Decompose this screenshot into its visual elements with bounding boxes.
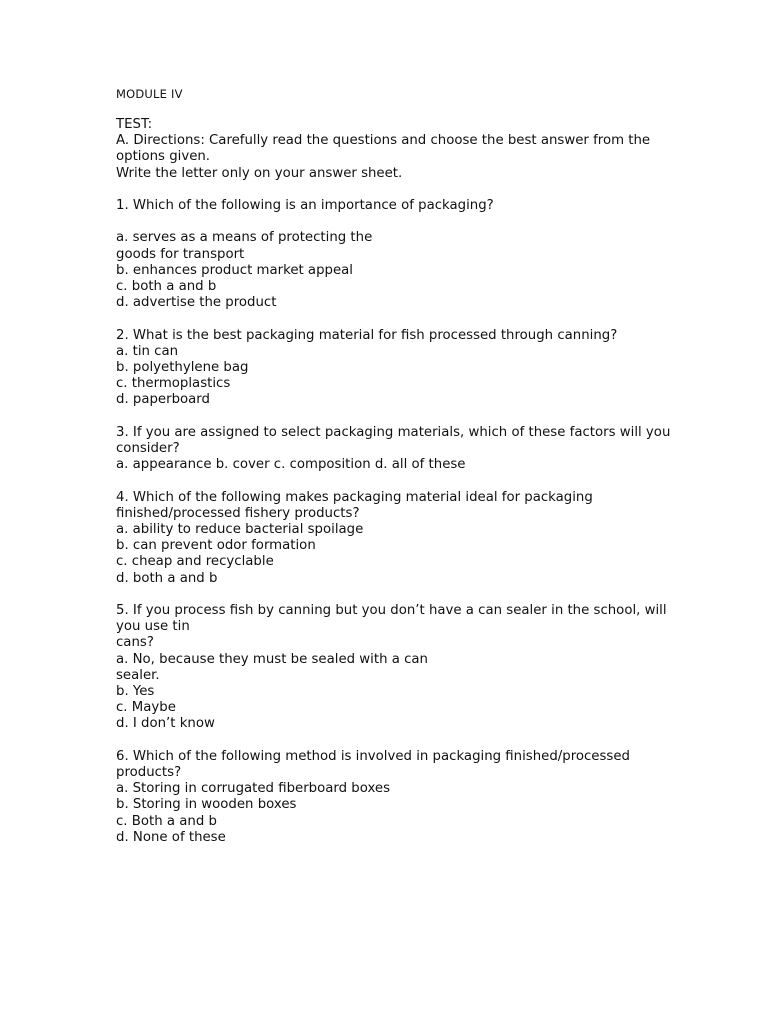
answer-option: a. appearance b. cover c. composition d. all of these [116,457,466,473]
question-block [116,425,676,474]
question-text: you use tin [116,619,190,635]
answer-option: b. Yes [116,684,155,700]
answer-option: b. polyethylene bag [116,360,249,375]
question-list [116,182,676,846]
answer-option: sealer. [116,667,160,683]
spacer [116,214,676,230]
answer-option: c. thermoplastics [116,376,231,392]
answer-option: d. None of these [116,829,226,845]
directions [116,133,676,182]
answer-option: d. advertise the product [116,295,277,311]
module-label: MODULE IV [116,87,183,101]
question-text: 3. If you are assigned to select packaging materials, which of these factors will you [116,424,671,440]
spacer [116,311,676,327]
spacer [116,409,676,425]
answer-option: c. cheap and recyclable [116,554,274,570]
answer-option: a. ability to reduce bacterial spoilage [116,522,364,537]
spacer [116,733,676,749]
question-text: consider? [116,441,180,456]
question-block [116,603,676,733]
directions-line: Write the letter only on your answer sheet. [116,165,403,181]
question-text: cans? [116,635,154,651]
answer-option: c. both a and b [116,279,217,294]
question-text: 4. Which of the following makes packaging material ideal for packaging [116,489,593,505]
answer-option: a. serves as a means of protecting the [116,230,373,246]
question-block [116,490,676,587]
question-text: finished/processed fishery products? [116,505,360,521]
test-label: TEST: [116,117,153,132]
spacer [116,182,676,198]
question-text: 1. Which of the following is an importance of packaging? [116,198,494,213]
test-content [116,117,676,846]
question-text: 5. If you process fish by canning but you don’t have a can sealer in the school, will [116,603,667,618]
answer-option: a. Storing in corrugated fiberboard boxes [116,781,391,797]
question-text: products? [116,765,182,781]
question-block [116,749,676,846]
question-block [116,198,676,311]
directions-line: options given. [116,149,211,165]
question-text: 6. Which of the following method is involved in packaging finished/processed [116,748,630,764]
question-block [116,328,676,409]
directions-line: A. Directions: Carefully read the questions and choose the best answer from the [116,133,651,149]
answer-option: c. Maybe [116,700,176,716]
answer-option: a. No, because they must be sealed with a can [116,651,428,667]
spacer [116,587,676,603]
answer-option: b. enhances product market appeal [116,262,353,278]
answer-option: c. Both a and b [116,813,217,829]
answer-option: d. paperboard [116,392,210,408]
spacer [116,473,676,489]
answer-option: b. can prevent odor formation [116,538,316,554]
answer-option: d. both a and b [116,570,218,586]
question-text: 2. What is the best packaging material for fish processed through canning? [116,327,618,343]
answer-option: a. tin can [116,343,179,359]
answer-option: goods for transport [116,246,245,262]
answer-option: d. I don’t know [116,716,215,732]
answer-option: b. Storing in wooden boxes [116,797,297,813]
